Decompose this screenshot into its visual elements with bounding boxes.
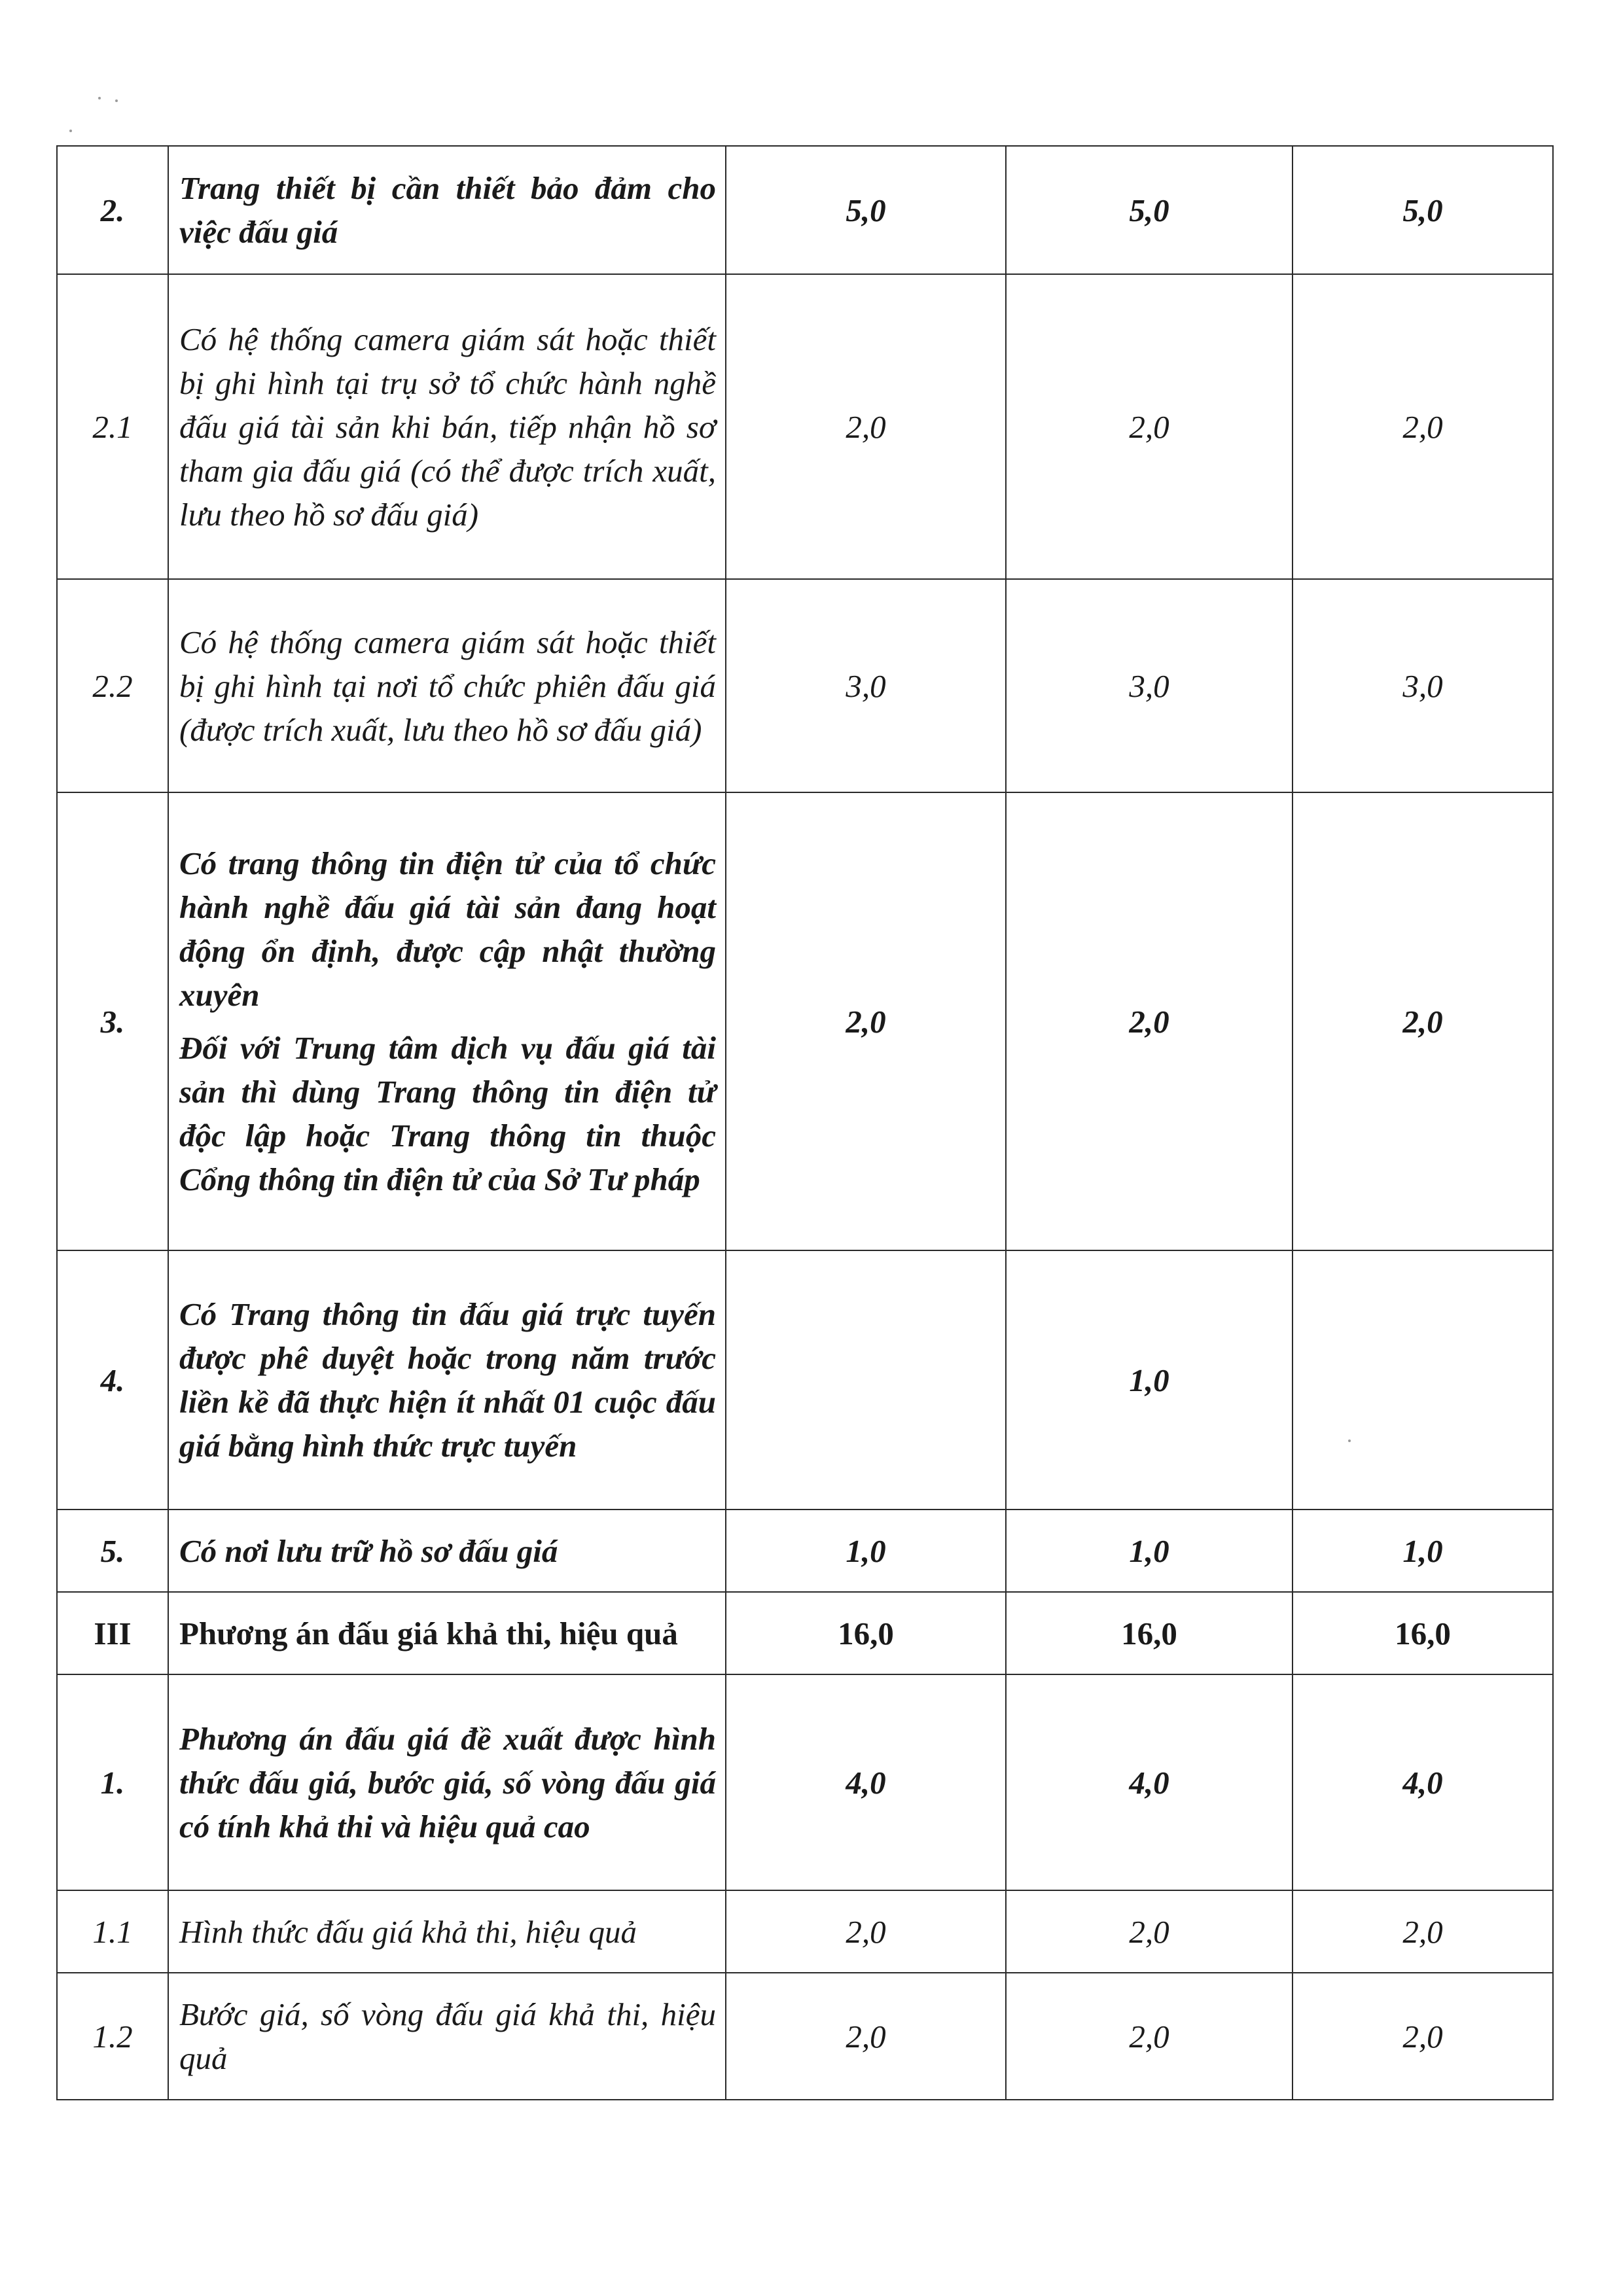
row-description: [168, 274, 726, 579]
score-cell: 3,0: [1006, 579, 1293, 792]
row-number: 1.1: [57, 1890, 168, 1973]
row-description: [168, 146, 726, 274]
scan-speck: [69, 130, 72, 132]
score-cell: 2,0: [726, 792, 1006, 1250]
row-number: III: [57, 1592, 168, 1674]
score-cell: 5,0: [1293, 146, 1553, 274]
table-row: [57, 1592, 1553, 1674]
score-cell: 3,0: [726, 579, 1006, 792]
score-cell: 2,0: [1293, 1973, 1553, 2100]
row-description: [168, 579, 726, 792]
score-cell: 2,0: [726, 1973, 1006, 2100]
row-description: [168, 1890, 726, 1973]
score-cell: 2,0: [726, 274, 1006, 579]
criteria-score-table: [56, 145, 1554, 2100]
score-cell: 4,0: [1293, 1674, 1553, 1890]
row-number: 5.: [57, 1510, 168, 1592]
score-cell: 2,0: [1293, 1890, 1553, 1973]
table-row: [57, 274, 1553, 579]
row-number: 4.: [57, 1250, 168, 1510]
table-row: [57, 792, 1553, 1250]
score-cell: 2,0: [1006, 1973, 1293, 2100]
score-cell: 2,0: [1293, 274, 1553, 579]
description-text: Trang thiết bị cần thiết bảo đảm cho việc đấu giá: [179, 170, 716, 250]
score-cell: 2,0: [726, 1890, 1006, 1973]
description-text: Hình thức đấu giá khả thi, hiệu quả: [179, 1913, 637, 1950]
description-text: Có hệ thống camera giám sát hoặc thiết bị ghi hình tại nơi tổ chức phiên đấu giá (được trích xuất, lưu theo hồ sơ đấu giá): [179, 624, 716, 748]
score-cell: 16,0: [1293, 1592, 1553, 1674]
score-cell: 4,0: [1006, 1674, 1293, 1890]
table-row: [57, 1973, 1553, 2100]
score-cell: 3,0: [1293, 579, 1553, 792]
score-cell: 1,0: [1293, 1510, 1553, 1592]
description-text: Có nơi lưu trữ hồ sơ đấu giá: [179, 1532, 558, 1569]
description-note: Đối với Trung tâm dịch vụ đấu giá tài sản thì dùng Trang thông tin điện tử độc lập hoặc Trang thông tin thuộc Cổng thông tin điện tử của Sở Tư pháp: [179, 1030, 716, 1197]
description-text: Có trang thông tin điện tử của tổ chức hành nghề đấu giá tài sản đang hoạt động ổn định, được cập nhật thường xuyên: [179, 845, 716, 1013]
score-cell: 2,0: [1006, 792, 1293, 1250]
score-cell: [1293, 1250, 1553, 1510]
row-number: 2.2: [57, 579, 168, 792]
score-cell: 1,0: [1006, 1250, 1293, 1510]
row-description: [168, 792, 726, 1250]
description-text: Bước giá, số vòng đấu giá khả thi, hiệu quả: [179, 1996, 716, 2076]
section-heading: Phương án đấu giá khả thi, hiệu quả: [179, 1615, 678, 1651]
row-description: [168, 1250, 726, 1510]
table-row: [57, 146, 1553, 274]
table-row: [57, 579, 1553, 792]
table-row: [57, 1510, 1553, 1592]
row-number: 2.: [57, 146, 168, 274]
description-text: Phương án đấu giá đề xuất được hình thức đấu giá, bước giá, số vòng đấu giá có tính khả thi và hiệu quả cao: [179, 1720, 716, 1845]
row-description: [168, 1674, 726, 1890]
score-cell: 4,0: [726, 1674, 1006, 1890]
score-cell: 16,0: [1006, 1592, 1293, 1674]
score-cell: 1,0: [726, 1510, 1006, 1592]
row-number: 1.2: [57, 1973, 168, 2100]
scan-speck: [98, 97, 101, 99]
row-number: 2.1: [57, 274, 168, 579]
score-cell: 16,0: [726, 1592, 1006, 1674]
row-description: [168, 1973, 726, 2100]
score-cell: 5,0: [1006, 146, 1293, 274]
table-row: [57, 1250, 1553, 1510]
score-cell: 5,0: [726, 146, 1006, 274]
score-cell: 2,0: [1006, 1890, 1293, 1973]
table-row: [57, 1674, 1553, 1890]
scan-speck: [115, 99, 118, 102]
score-cell: 2,0: [1006, 274, 1293, 579]
row-number: 3.: [57, 792, 168, 1250]
score-cell: 1,0: [1006, 1510, 1293, 1592]
table-row: [57, 1890, 1553, 1973]
score-cell: [726, 1250, 1006, 1510]
description-text: Có Trang thông tin đấu giá trực tuyến được phê duyệt hoặc trong năm trước liền kề đã thực hiện ít nhất 01 cuộc đấu giá bằng hình thức trực tuyến: [179, 1296, 716, 1464]
row-description: [168, 1510, 726, 1592]
row-number: 1.: [57, 1674, 168, 1890]
score-cell: 2,0: [1293, 792, 1553, 1250]
description-text: Có hệ thống camera giám sát hoặc thiết bị ghi hình tại trụ sở tổ chức hành nghề đấu giá tài sản khi bán, tiếp nhận hồ sơ tham gia đấu giá (có thể được trích xuất, lưu theo hồ sơ đấu giá): [179, 321, 716, 533]
row-description: [168, 1592, 726, 1674]
